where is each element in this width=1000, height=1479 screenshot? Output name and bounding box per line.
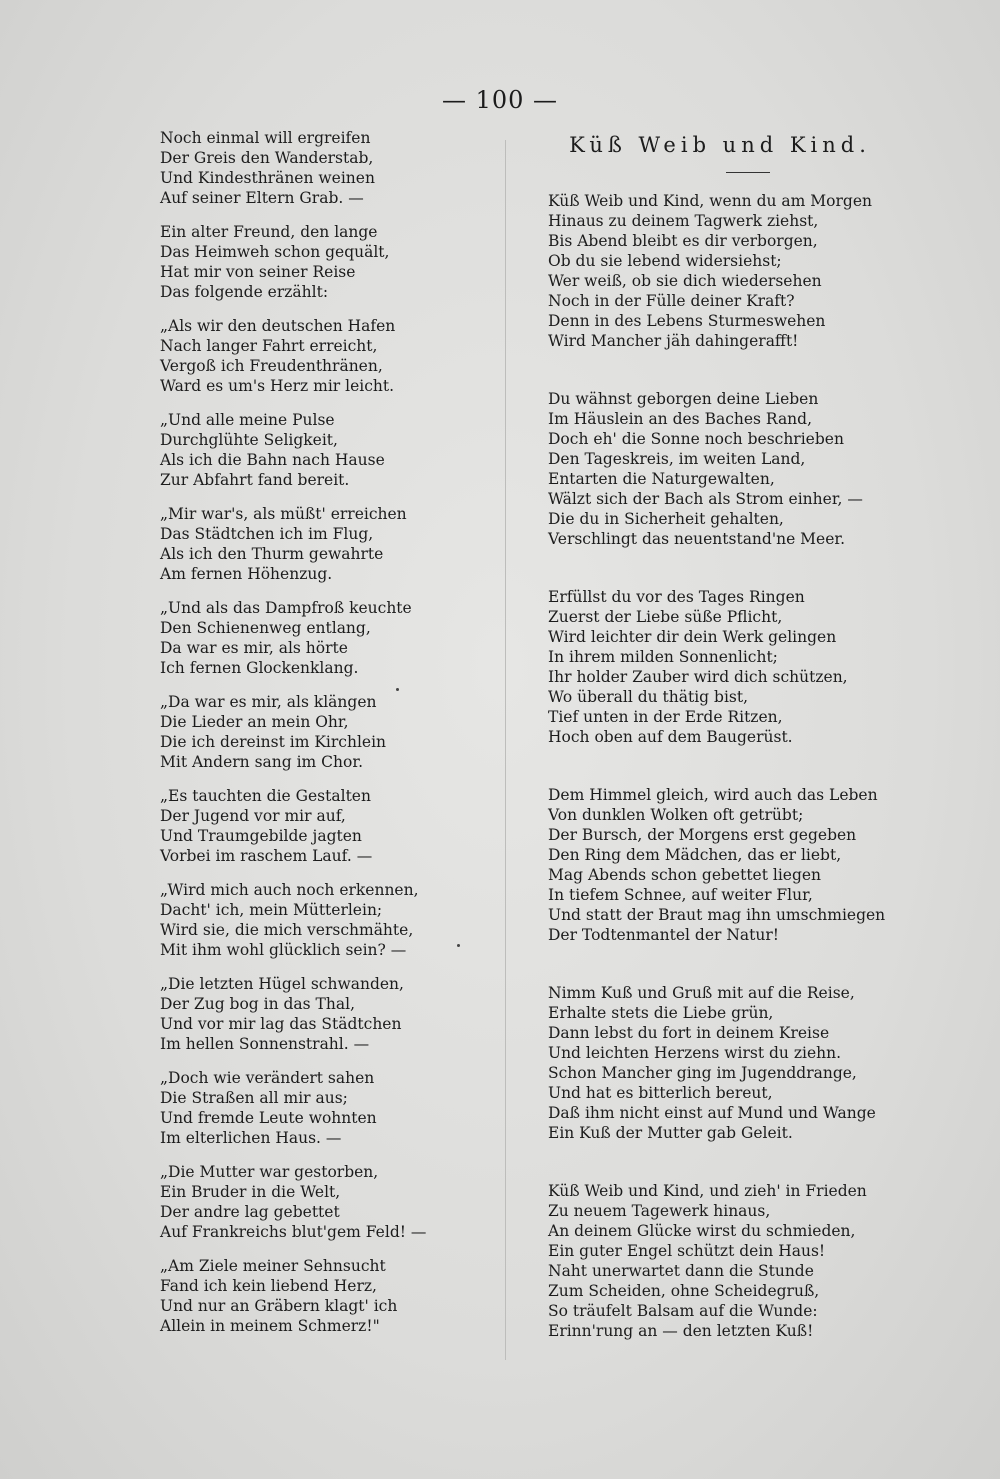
verse-line: „Es tauchten die Gestalten <box>160 787 371 805</box>
verse-line: Ob du sie lebend widersiehst; <box>548 252 782 270</box>
verse-line: Küß Weib und Kind, wenn du am Morgen <box>548 192 872 210</box>
verse-line: Das Heimweh schon gequält, <box>160 243 390 261</box>
verse-line: Die Lieder an mein Ohr, <box>160 713 349 731</box>
verse-line: Ein alter Freund, den lange <box>160 223 378 241</box>
verse-line: Bis Abend bleibt es dir verborgen, <box>548 232 818 250</box>
stanza <box>548 1181 908 1341</box>
verse-line: Und Traumgebilde jagten <box>160 827 362 845</box>
verse-line: Ihr holder Zauber wird dich schützen, <box>548 668 848 686</box>
verse-line: „Mir war's, als müßt' erreichen <box>160 505 407 523</box>
verse-line: Zum Scheiden, ohne Scheidegruß, <box>548 1282 820 1300</box>
verse-line: Mag Abends schon gebettet liegen <box>548 866 822 884</box>
verse-line: Und hat es bitterlich bereut, <box>548 1084 773 1102</box>
verse-line: Erhalte stets die Liebe grün, <box>548 1004 774 1022</box>
verse-line: Fand ich kein liebend Herz, <box>160 1277 377 1295</box>
verse-line: Der andre lag gebettet <box>160 1203 340 1221</box>
verse-line: Und nur an Gräbern klagt' ich <box>160 1297 398 1315</box>
verse-line: Noch in der Fülle deiner Kraft? <box>548 292 795 310</box>
page-number: — 100 — <box>441 86 559 114</box>
verse-line: „Die Mutter war gestorben, <box>160 1163 379 1181</box>
stanza <box>160 504 490 584</box>
verse-line: Allein in meinem Schmerz!" <box>160 1317 380 1335</box>
verse-line: So träufelt Balsam auf die Wunde: <box>548 1302 818 1320</box>
verse-line: Küß Weib und Kind, und zieh' in Frieden <box>548 1182 867 1200</box>
verse-line: „Und als das Dampfroß keuchte <box>160 599 412 617</box>
verse-line: Erfüllst du vor des Tages Ringen <box>548 588 805 606</box>
column-divider <box>505 140 506 1360</box>
verse-line: Den Schienenweg entlang, <box>160 619 371 637</box>
verse-line: Im hellen Sonnenstrahl. — <box>160 1035 370 1053</box>
verse-line: Die du in Sicherheit gehalten, <box>548 510 784 528</box>
verse-line: Und fremde Leute wohnten <box>160 1109 377 1127</box>
verse-line: Zu neuem Tagewerk hinaus, <box>548 1202 771 1220</box>
verse-line: Der Bursch, der Morgens erst gegeben <box>548 826 857 844</box>
stanza <box>160 222 490 302</box>
verse-line: Von dunklen Wolken oft getrübt; <box>548 806 804 824</box>
stanza <box>548 983 908 1143</box>
verse-line: In tiefem Schnee, auf weiter Flur, <box>548 886 813 904</box>
verse-line: Mit ihm wohl glücklich sein? — <box>160 941 407 959</box>
stanza <box>160 786 490 866</box>
title-rule <box>726 172 770 173</box>
verse-line: Entarten die Naturgewalten, <box>548 470 775 488</box>
poem-title: Küß Weib und Kind. <box>569 133 871 157</box>
verse-line: Verschlingt das neuentstand'ne Meer. <box>548 530 846 548</box>
verse-line: Der Greis den Wanderstab, <box>160 149 374 167</box>
verse-line: Zur Abfahrt fand bereit. <box>160 471 350 489</box>
verse-line: „Am Ziele meiner Sehnsucht <box>160 1257 386 1275</box>
verse-line: Auf seiner Eltern Grab. — <box>160 189 364 207</box>
verse-line: Wird leichter dir dein Werk gelingen <box>548 628 837 646</box>
stanza <box>548 785 908 945</box>
verse-line: Tief unten in der Erde Ritzen, <box>548 708 783 726</box>
verse-line: Da war es mir, als hörte <box>160 639 348 657</box>
verse-line: Am fernen Höhenzug. <box>160 565 333 583</box>
verse-line: Vorbei im raschem Lauf. — <box>160 847 373 865</box>
verse-line: Wird sie, die mich verschmähte, <box>160 921 414 939</box>
verse-line: Den Ring dem Mädchen, das er liebt, <box>548 846 842 864</box>
verse-line: Ein Bruder in die Welt, <box>160 1183 341 1201</box>
verse-line: Doch eh' die Sonne noch beschrieben <box>548 430 844 448</box>
verse-line: Hinaus zu deinem Tagwerk ziehst, <box>548 212 819 230</box>
stanza <box>160 128 490 208</box>
verse-line: Durchglühte Seligkeit, <box>160 431 338 449</box>
print-speck <box>457 944 460 947</box>
verse-line: „Doch wie verändert sahen <box>160 1069 375 1087</box>
verse-line: Vergoß ich Freudenthränen, <box>160 357 383 375</box>
verse-line: Der Todtenmantel der Natur! <box>548 926 780 944</box>
verse-line: Den Tageskreis, im weiten Land, <box>548 450 806 468</box>
stanza <box>548 587 908 747</box>
right-stanzas <box>548 191 908 1341</box>
stanza <box>160 1256 490 1336</box>
stanza <box>160 1162 490 1242</box>
verse-line: Nimm Kuß und Gruß mit auf die Reise, <box>548 984 855 1002</box>
stanza <box>160 410 490 490</box>
verse-line: Wer weiß, ob sie dich wiedersehen <box>548 272 822 290</box>
verse-line: Naht unerwartet dann die Stunde <box>548 1262 814 1280</box>
verse-line: Dann lebst du fort in deinem Kreise <box>548 1024 830 1042</box>
verse-line: Im Häuslein an des Baches Rand, <box>548 410 813 428</box>
verse-line: Die Straßen all mir aus; <box>160 1089 348 1107</box>
verse-line: Noch einmal will ergreifen <box>160 129 371 147</box>
verse-line: Mit Andern sang im Chor. <box>160 753 363 771</box>
verse-line: Daß ihm nicht einst auf Mund und Wange <box>548 1104 876 1122</box>
verse-line: In ihrem milden Sonnenlicht; <box>548 648 778 666</box>
verse-line: „Und alle meine Pulse <box>160 411 335 429</box>
verse-line: Und statt der Braut mag ihn umschmiegen <box>548 906 886 924</box>
verse-line: Und Kindesthränen weinen <box>160 169 375 187</box>
print-speck <box>396 688 399 691</box>
verse-line: Schon Mancher ging im Jugenddrange, <box>548 1064 857 1082</box>
verse-line: Die ich dereinst im Kirchlein <box>160 733 387 751</box>
verse-line: Der Jugend vor mir auf, <box>160 807 346 825</box>
verse-line: Und vor mir lag das Städtchen <box>160 1015 402 1033</box>
stanza <box>548 191 908 351</box>
stanza <box>160 598 490 678</box>
verse-line: Der Zug bog in das Thal, <box>160 995 355 1013</box>
verse-line: Zuerst der Liebe süße Pflicht, <box>548 608 783 626</box>
left-column-poem <box>160 128 490 1350</box>
verse-line: Wo überall du thätig bist, <box>548 688 749 706</box>
stanza <box>548 389 908 549</box>
verse-line: „Als wir den deutschen Hafen <box>160 317 396 335</box>
verse-line: „Wird mich auch noch erkennen, <box>160 881 419 899</box>
stanza <box>160 316 490 396</box>
verse-line: „Die letzten Hügel schwanden, <box>160 975 404 993</box>
verse-line: Nach langer Fahrt erreicht, <box>160 337 378 355</box>
verse-line: Denn in des Lebens Sturmeswehen <box>548 312 826 330</box>
verse-line: Als ich die Bahn nach Hause <box>160 451 385 469</box>
verse-line: Ward es um's Herz mir leicht. <box>160 377 395 395</box>
verse-line: Dacht' ich, mein Mütterlein; <box>160 901 383 919</box>
verse-line: Das folgende erzählt: <box>160 283 329 301</box>
verse-line: Wälzt sich der Bach als Strom einher, — <box>548 490 863 508</box>
stanza <box>160 880 490 960</box>
stanza <box>160 692 490 772</box>
right-column-poem <box>548 128 908 1379</box>
stanza <box>160 1068 490 1148</box>
verse-line: Du wähnst geborgen deine Lieben <box>548 390 819 408</box>
verse-line: Erinn'rung an — den letzten Kuß! <box>548 1322 814 1340</box>
verse-line: „Da war es mir, als klängen <box>160 693 377 711</box>
verse-line: Auf Frankreichs blut'gem Feld! — <box>160 1223 427 1241</box>
verse-line: An deinem Glücke wirst du schmieden, <box>548 1222 856 1240</box>
verse-line: Das Städtchen ich im Flug, <box>160 525 374 543</box>
verse-line: Wird Mancher jäh dahingerafft! <box>548 332 799 350</box>
verse-line: Hoch oben auf dem Baugerüst. <box>548 728 793 746</box>
verse-line: Hat mir von seiner Reise <box>160 263 356 281</box>
stanza <box>160 974 490 1054</box>
verse-line: Ich fernen Glockenklang. <box>160 659 359 677</box>
verse-line: Und leichten Herzens wirst du ziehn. <box>548 1044 842 1062</box>
verse-line: Ein guter Engel schützt dein Haus! <box>548 1242 826 1260</box>
verse-line: Ein Kuß der Mutter gab Geleit. <box>548 1124 793 1142</box>
verse-line: Als ich den Thurm gewahrte <box>160 545 384 563</box>
verse-line: Dem Himmel gleich, wird auch das Leben <box>548 786 878 804</box>
verse-line: Im elterlichen Haus. — <box>160 1129 342 1147</box>
